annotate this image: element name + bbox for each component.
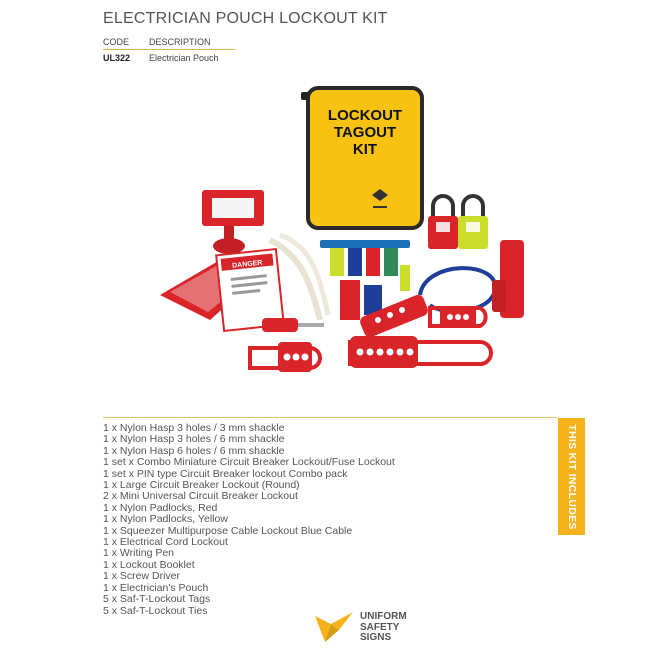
pouch-label-line-3: KIT (352, 141, 378, 158)
list-item: 1 x Nylon Hasp 3 holes / 6 mm shackle (103, 433, 285, 446)
nylon-hasp-6-holes (350, 336, 491, 368)
description-column-header: DESCRIPTION (149, 37, 211, 47)
logo-mark-icon (313, 608, 355, 644)
kit-includes-label: THIS KIT INCLUDES (565, 423, 578, 530)
spec-table-header (103, 37, 235, 50)
pouch (301, 88, 422, 228)
red-padlock (428, 196, 458, 249)
logo-line-2: SAFETY (360, 621, 400, 633)
product-photo (150, 80, 540, 380)
section-divider (103, 417, 558, 418)
kit-includes-tab (558, 418, 585, 535)
pouch-label-line-1: LOCKOUT (327, 107, 403, 124)
list-item: 1 x Nylon Padlocks, Yellow (103, 513, 228, 526)
spec-table (103, 37, 235, 63)
circuit-breaker-lockout-large (202, 190, 264, 254)
list-item: 5 x Saf-T-Lockout Ties (103, 604, 208, 617)
list-item: 1 x Writing Pen (103, 547, 175, 560)
list-item: 1 x Nylon Padlocks, Red (103, 501, 218, 514)
product-description: Electrician Pouch (149, 53, 219, 63)
list-item: 1 x Nylon Hasp 6 holes / 6 mm shackle (103, 444, 285, 457)
page-title: ELECTRICIAN POUCH LOCKOUT KIT (103, 10, 388, 27)
list-item: 1 set x PIN type Circuit Breaker lockout Combo pack (103, 467, 348, 480)
blue-cable (420, 268, 495, 311)
uniform-safety-signs-logo (313, 606, 423, 648)
logo-wordmark (360, 612, 407, 644)
screw-driver (262, 318, 324, 332)
list-item: 1 x Large Circuit Breaker Lockout (Round) (103, 479, 300, 492)
nylon-hasp-3-holes-a (250, 342, 320, 372)
list-item: 1 x Electrical Cord Lockout (103, 536, 228, 549)
logo-line-3: SIGNS (360, 632, 392, 643)
product-code: UL322 (103, 53, 131, 63)
code-column-header: CODE (103, 37, 130, 47)
list-item: 1 x Lockout Booklet (103, 558, 195, 571)
logo-line-1: UNIFORM (360, 611, 407, 622)
list-item: 1 set x Combo Miniature Circuit Breaker Lockout/Fuse Lockout (103, 456, 395, 469)
product-illustration (150, 80, 540, 380)
nylon-hasp-3-holes-b (430, 306, 486, 328)
list-item: 5 x Saf-T-Lockout Tags (103, 593, 211, 606)
list-item: 1 x Nylon Hasp 3 holes / 3 mm shackle (103, 422, 285, 434)
list-item: 1 x Squeezer Multipurpose Cable Lockout Blue Cable (103, 524, 353, 537)
list-item: 1 x Electrician's Pouch (103, 581, 209, 594)
list-item: 2 x Mini Universal Circuit Breaker Lockout (103, 490, 298, 503)
pouch-label-line-2: TAGOUT (333, 124, 397, 141)
electrical-cord-lockout (492, 240, 524, 318)
yellow-padlock (458, 196, 488, 249)
list-item: 1 x Screw Driver (103, 570, 181, 583)
spec-table-row (103, 50, 235, 63)
kit-contents-list (103, 423, 553, 617)
tag-header: DANGER (231, 259, 263, 270)
